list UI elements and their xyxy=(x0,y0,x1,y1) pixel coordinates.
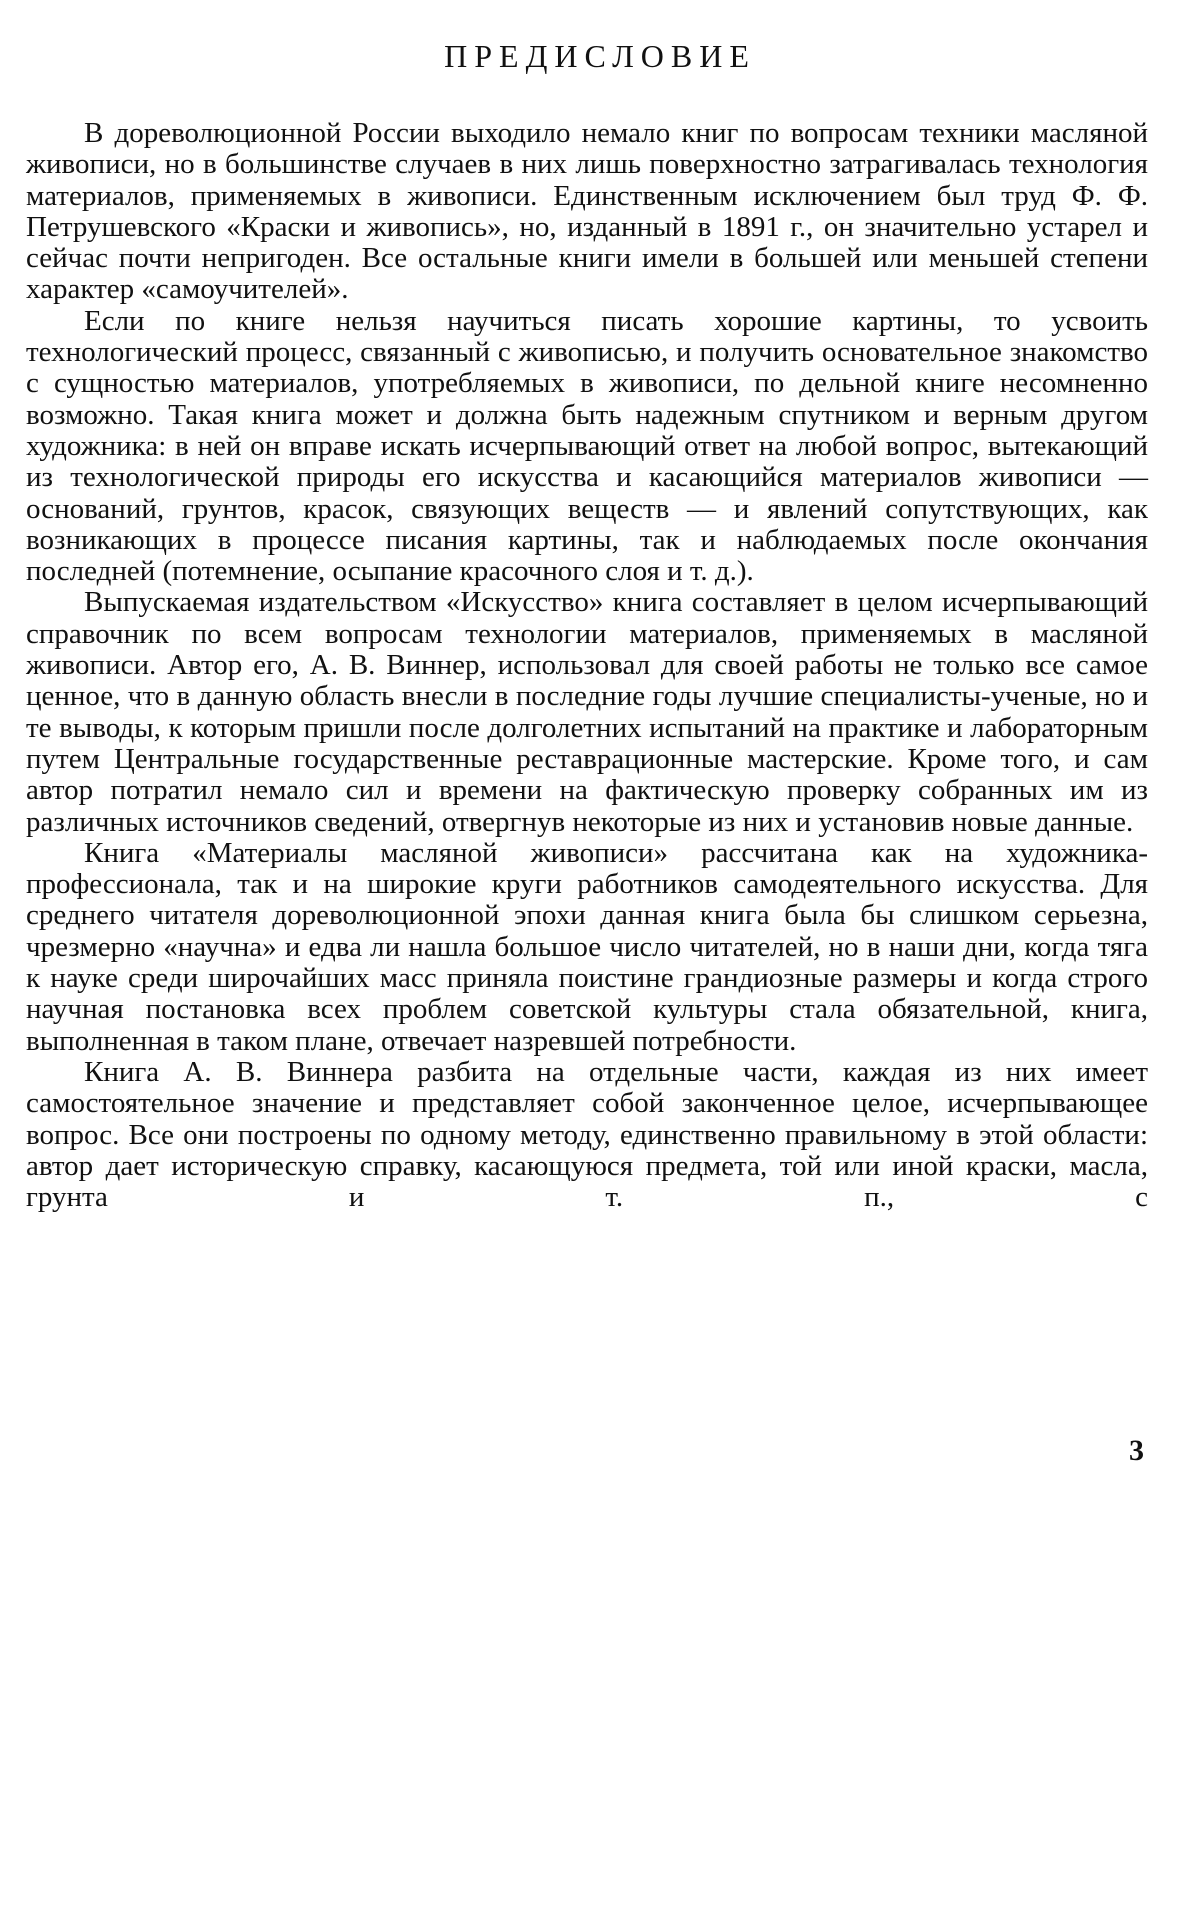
paragraph-1: В дореволюционной России выходило немало книг по вопросам техники масляной живописи, но в большинстве случаев в них лишь поверхностно затрагивалась технология материалов, применяемых в живописи. Единственным исключением был труд Ф. Ф. Петрушевского «Краски и живопись», но, изданный в 1891 г., он значительно устарел и сейчас почти непригоден. Все остальные книги имели в большей или меньшей степени характер «самоучителей». xyxy=(26,117,1148,306)
page-title: ПРЕДИСЛОВИЕ xyxy=(444,38,756,74)
preface-text xyxy=(26,118,1148,1213)
paragraph-5: Книга А. В. Виннера разбита на отдельные части, каждая из них имеет самостоятельное значение и представляет собой законченное целое, исчерпывающее вопрос. Все они построены по одному методу, единственно правильному в этой области: автор дает историческую справку, касающуюся предмета, той или иной краски, масла, грунта и т. п., с xyxy=(26,1055,1148,1214)
paragraph-3: Выпускаемая издательством «Искусство» книга составляет в целом исчерпывающий справочник по всем вопросам технологии материалов, применяемых в масляной живописи. Автор его, А. В. Виннер, использовал для своей работы не только все самое ценное, что в данную область внесли в последние годы лучшие специалисты-ученые, но и те выводы, к которым пришли после долголетних испытаний на практике и лабораторным путем Центральные государственные реставрационные мастерские. Кроме того, и сам автор потратил немало сил и времени на фактическую проверку собранных им из различных источников сведений, отвергнув некоторые из них и установив новые данные. xyxy=(26,586,1148,838)
paragraph-2: Если по книге нельзя научиться писать хорошие картины, то усвоить технологический процесс, связанный с живописью, и получить основательное знакомство с сущностью материалов, употребляемых в живописи, по дельной книге несомненно возможно. Такая книга может и должна быть надежным спутником и верным другом художника: в ней он вправе искать исчерпывающий ответ на любой вопрос, вытекающий из технологической природы его искусства и касающийся материалов живописи — оснований, грунтов, красок, связующих веществ — и явлений сопутствующих, как возникающих в процессе писания картины, так и наблюдаемых после окончания последней (потемнение, осыпание красочного слоя и т. д.). xyxy=(26,304,1148,588)
paragraph-4: Книга «Материалы масляной живописи» рассчитана как на художника-профессионала, так и на широкие круги работников самодеятельного искусства. Для среднего читателя дореволюционной эпохи данная книга была бы слишком серьезна, чрезмерно «научна» и едва ли нашла большое число читателей, но в наши дни, когда тяга к науке среди широчайших масс приняла поистине грандиозные размеры и когда строго научная постановка всех проблем советской культуры стала обязательной, книга, выполненная в таком плане, отвечает назревшей потребности. xyxy=(26,836,1148,1057)
page-number: 3 xyxy=(1129,1434,1144,1467)
